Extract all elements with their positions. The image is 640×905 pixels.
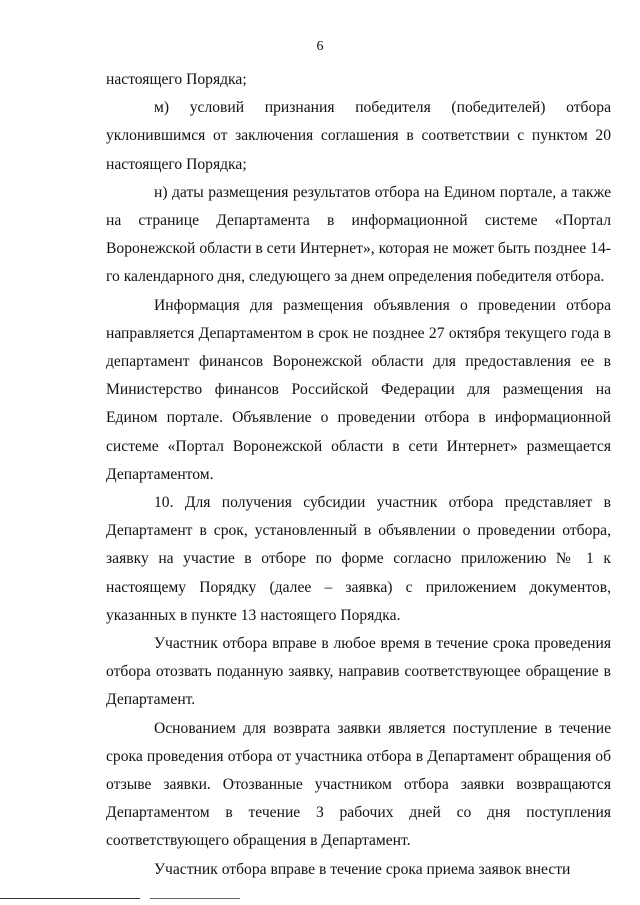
paragraph-announcement-info: Информация для размещения объявления о проведении отбора направляется Департаментом в срок не позднее 27 октября текущего года в департамент финансов Воронежской области для предоставления ее в Министерство финансов Российской Федерации для размещения на Едином портале. Объявление о проведении отбора в информационной системе «Портал Воронежской области в сети Интернет» размещается Департаментом. [106, 296, 611, 483]
document-body [106, 66, 611, 884]
footer-rule [0, 898, 140, 899]
paragraph-continuation: настоящего Порядка; [106, 71, 247, 88]
paragraph-item-n: н) даты размещения результатов отбора на Едином портале, а также на странице Департамента в информационной системе «Портал Воронежской области в сети Интернет», которая не может быть позднее 14-го календарного дня, следующего за днем определения победителя отбора. [106, 183, 611, 286]
footer-rule-secondary [150, 898, 240, 899]
paragraph-amend-application: Участник отбора вправе в течение срока приема заявок внести [154, 860, 571, 878]
paragraph-return-grounds: Основанием для возврата заявки является поступление в течение срока проведения отбора от участника отбора в Департамент обращения об отзыве заявки. Отозванные участником отбора заявки возвращаются Департаментом в течение 3 рабочих дней со дня поступления соответствующего обращения в Департамент. [106, 719, 611, 850]
paragraph-point-10: 10. Для получения субсидии участник отбора представляет в Департамент в срок, установленный в объявлении о проведении отбора, заявку на участие в отборе по форме согласно приложению № 1 к настоящему Порядку (далее – заявка) с приложением документов, указанных в пункте 13 настоящего Порядка. [106, 494, 611, 624]
paragraph-item-m: м) условий признания победителя (победителей) отбора уклонившимся от заключения соглашения в соответствии с пунктом 20 настоящего Порядка; [106, 99, 611, 173]
page-number: 6 [316, 39, 324, 54]
paragraph-withdraw-application: Участник отбора вправе в любое время в течение срока проведения отбора отозвать поданную заявку, направив соответствующее обращение в Департамент. [106, 635, 611, 709]
